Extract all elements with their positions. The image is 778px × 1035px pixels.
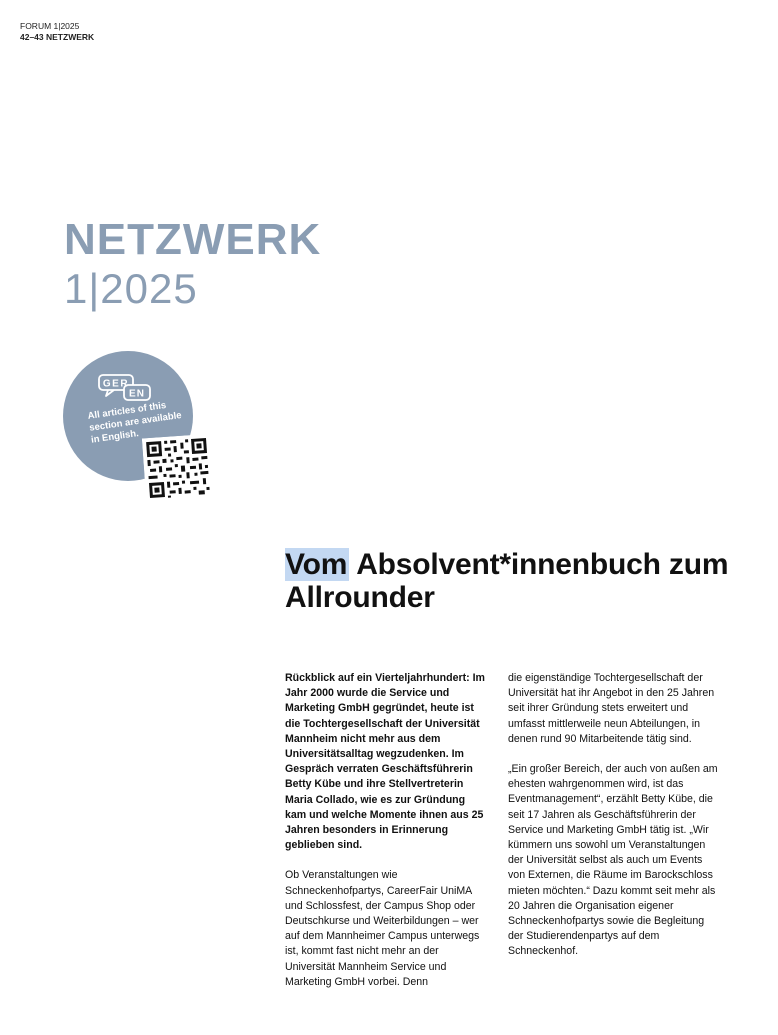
section-title-name: NETZWERK: [64, 215, 322, 264]
headline-rest: Absolvent*innenbuch zum Allrounder: [285, 548, 729, 614]
page-header: [20, 21, 94, 43]
issue-label: FORUM 1|2025: [20, 21, 80, 31]
article-headline: [285, 548, 745, 614]
headline-highlight: Vom: [285, 548, 348, 581]
section-label: 42–43 NETZWERK: [20, 32, 95, 42]
article-column-left: [285, 671, 485, 990]
qr-code-icon[interactable]: [142, 434, 214, 503]
lang-de-label: GER: [102, 378, 130, 390]
article-paragraph: Ob Veranstaltungen wie Schneckenhofpartys, CareerFair UniMA und Schlossfest, der Campus Shop oder Deutschkurse und Weiterbildungen – wer auf dem Mannheimer Campus unterwegs ist, kommt fast nicht mehr an der Universität Mannheim Service und Marketing GmbH vorbei. Denn: [285, 869, 480, 988]
article-paragraph: „Ein großer Bereich, der auch von außen am ehesten wahrgenommen wird, ist das Eventmanagement“, erzählt Betty Kübe, die seit 17 Jahren als Geschäftsführerin der Service und Marketing GmbH tätig ist. „Wir kümmern uns sowohl um Veranstaltungen der Universität selbst als auch um Events von Externen, die Räume im Barockschloss mieten möchten.“ Dazu kommt seit mehr als 20 Jahren die Organisation eigener Schneckenhofpartys sowie die Begleitung der Studierendenpartys auf dem Schneckenhof.: [508, 763, 718, 958]
section-title: [64, 214, 321, 312]
language-speech-bubbles-icon: [96, 373, 160, 403]
article-lead: Rückblick auf ein Vierteljahrhundert: Im Jahr 2000 wurde die Service und Marketing GmbH gegründet, heute ist die Tochtergesellschaft der Universität Mannheim nicht mehr aus dem Universitätsalltag wegzudenken. Im Gespräch verraten Geschäftsführerin Betty Kübe und ihre Stellvertreterin Maria Collado, wie es zur Gründung kam und welche Momente ihnen aus 25 Jahren besonders in Erinnerung geblieben sind.: [285, 672, 485, 852]
badge-text: All articles of this section are available in English.: [87, 399, 183, 446]
section-title-issue: 1|2025: [64, 265, 198, 312]
lang-en-label: EN: [129, 388, 145, 400]
article-column-right: [508, 671, 718, 960]
article-paragraph: die eigenständige Tochtergesellschaft der Universität hat ihr Angebot in den 25 Jahren seit ihrer Gründung stets erweitert und umfasst mittlerweile neun Abteilungen, in denen rund 90 Mitarbeitende tätig sind.: [508, 672, 715, 745]
